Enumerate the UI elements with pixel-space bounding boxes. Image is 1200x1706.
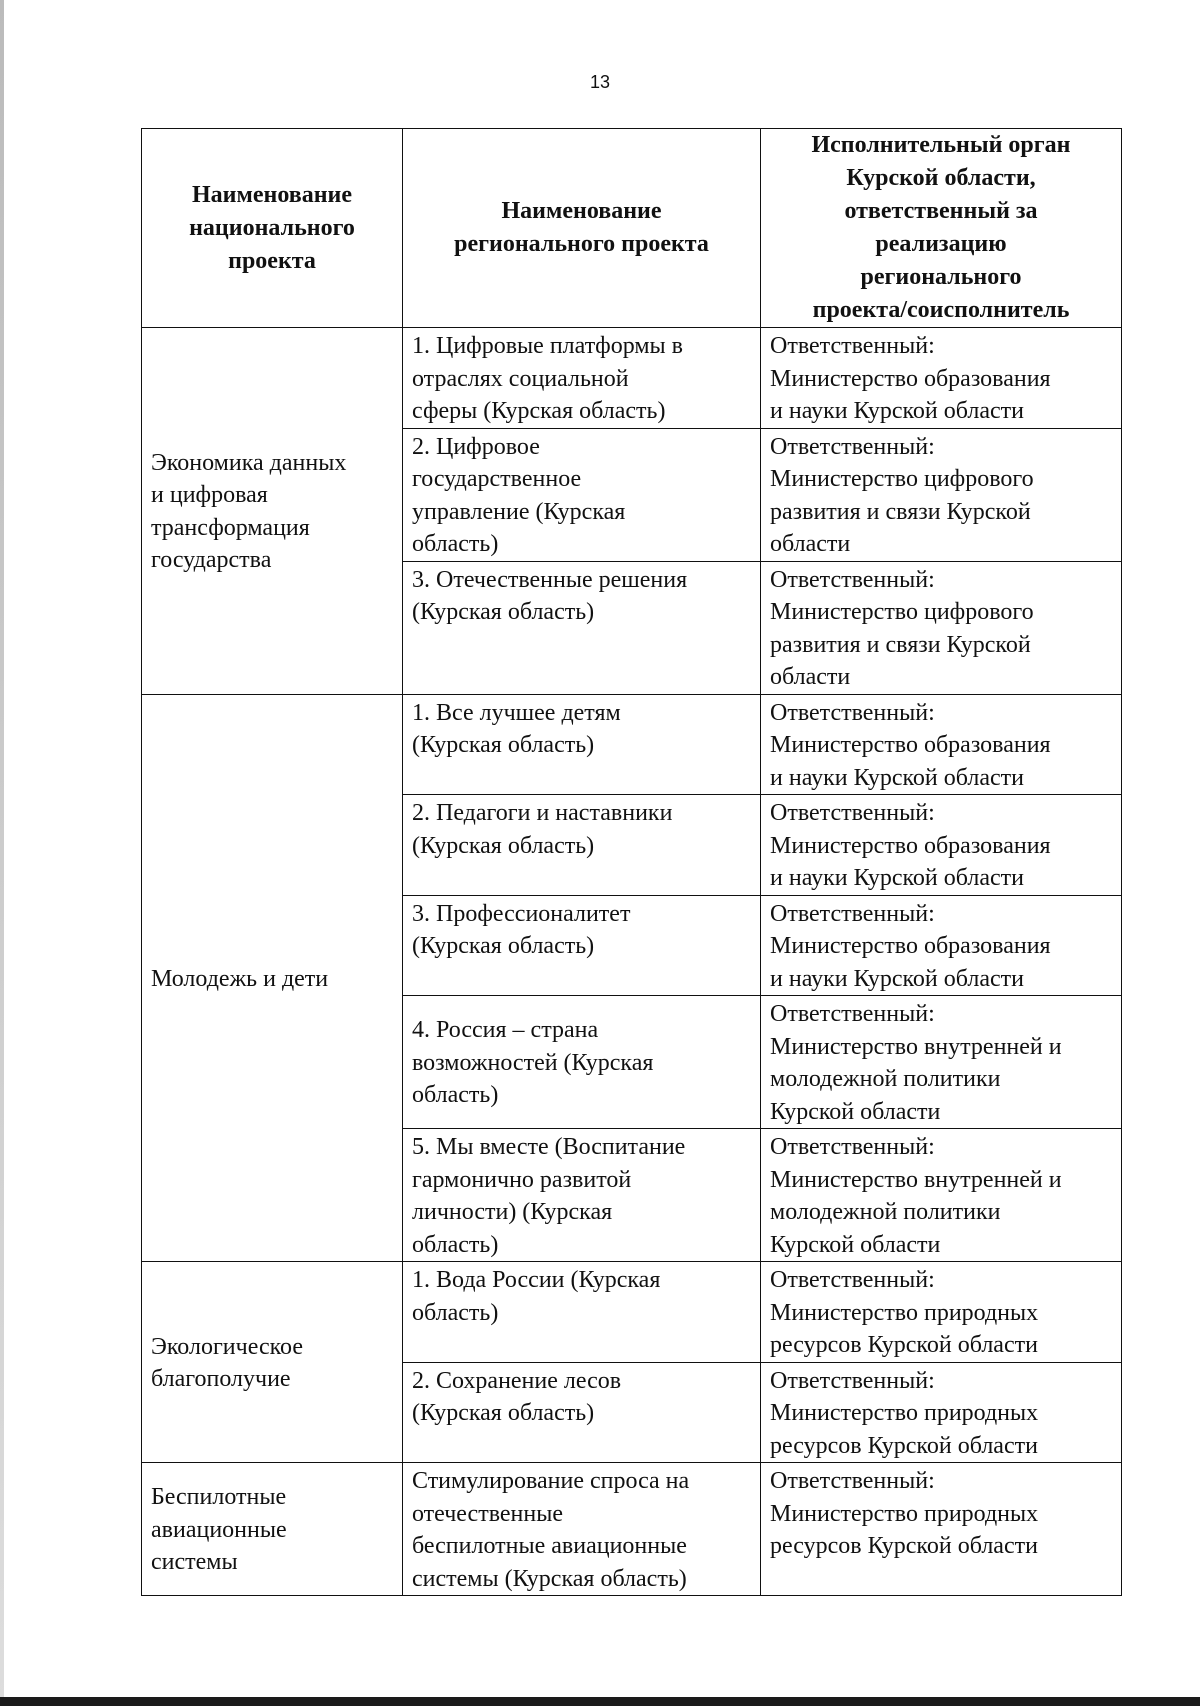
executor-cell: Ответственный: Министерство внутренней и молодежной политики Курской области [761,1129,1122,1262]
table-row [142,1262,1122,1363]
executor-cell: Ответственный: Министерство внутренней и молодежной политики Курской области [761,996,1122,1129]
executor-cell: Ответственный: Министерство цифрового развития и связи Курской области [761,561,1122,694]
table-header-row [142,129,1122,328]
regional-project-cell: 2. Сохранение лесов (Курская область) [403,1362,761,1463]
national-project-cell: Экономика данных и цифровая трансформация государства [142,328,403,695]
header-regional-project: Наименование регионального проекта [403,129,761,328]
scan-edge-bottom [0,1697,1200,1706]
regional-project-cell: 4. Россия – страна возможностей (Курская область) [403,996,761,1129]
regional-project-cell: 1. Цифровые платформы в отраслях социальной сферы (Курская область) [403,328,761,429]
executor-cell: Ответственный: Министерство цифрового развития и связи Курской области [761,428,1122,561]
regional-project-cell: 1. Вода России (Курская область) [403,1262,761,1363]
regional-project-cell: 5. Мы вместе (Воспитание гармонично развитой личности) (Курская область) [403,1129,761,1262]
regional-project-cell: Стимулирование спроса на отечественные беспилотные авиационные системы (Курская область) [403,1463,761,1596]
scan-edge-left [0,0,4,1706]
national-project-cell: Молодежь и дети [142,694,403,1262]
header-national-project: Наименование национального проекта [142,129,403,328]
national-project-cell: Беспилотные авиационные системы [142,1463,403,1596]
regional-project-cell: 2. Педагоги и наставники (Курская область) [403,795,761,896]
executor-cell: Ответственный: Министерство образования и науки Курской области [761,895,1122,996]
executor-cell: Ответственный: Министерство образования и науки Курской области [761,328,1122,429]
projects-table [141,128,1122,1596]
header-executor: Исполнительный орган Курской области, ответственный за реализацию регионального проекта/соисполнитель [761,129,1122,328]
regional-project-cell: 1. Все лучшее детям (Курская область) [403,694,761,795]
regional-project-cell: 2. Цифровое государственное управление (Курская область) [403,428,761,561]
table-row [142,328,1122,429]
executor-cell: Ответственный: Министерство природных ресурсов Курской области [761,1362,1122,1463]
regional-project-cell: 3. Отечественные решения (Курская область) [403,561,761,694]
executor-cell: Ответственный: Министерство образования и науки Курской области [761,694,1122,795]
page-number: 13 [589,72,611,92]
executor-cell: Ответственный: Министерство природных ресурсов Курской области [761,1262,1122,1363]
executor-cell: Ответственный: Министерство образования и науки Курской области [761,795,1122,896]
national-project-cell: Экологическое благополучие [142,1262,403,1463]
executor-cell: Ответственный: Министерство природных ресурсов Курской области [761,1463,1122,1596]
table-row [142,694,1122,795]
regional-project-cell: 3. Профессионалитет (Курская область) [403,895,761,996]
table-row [142,1463,1122,1596]
